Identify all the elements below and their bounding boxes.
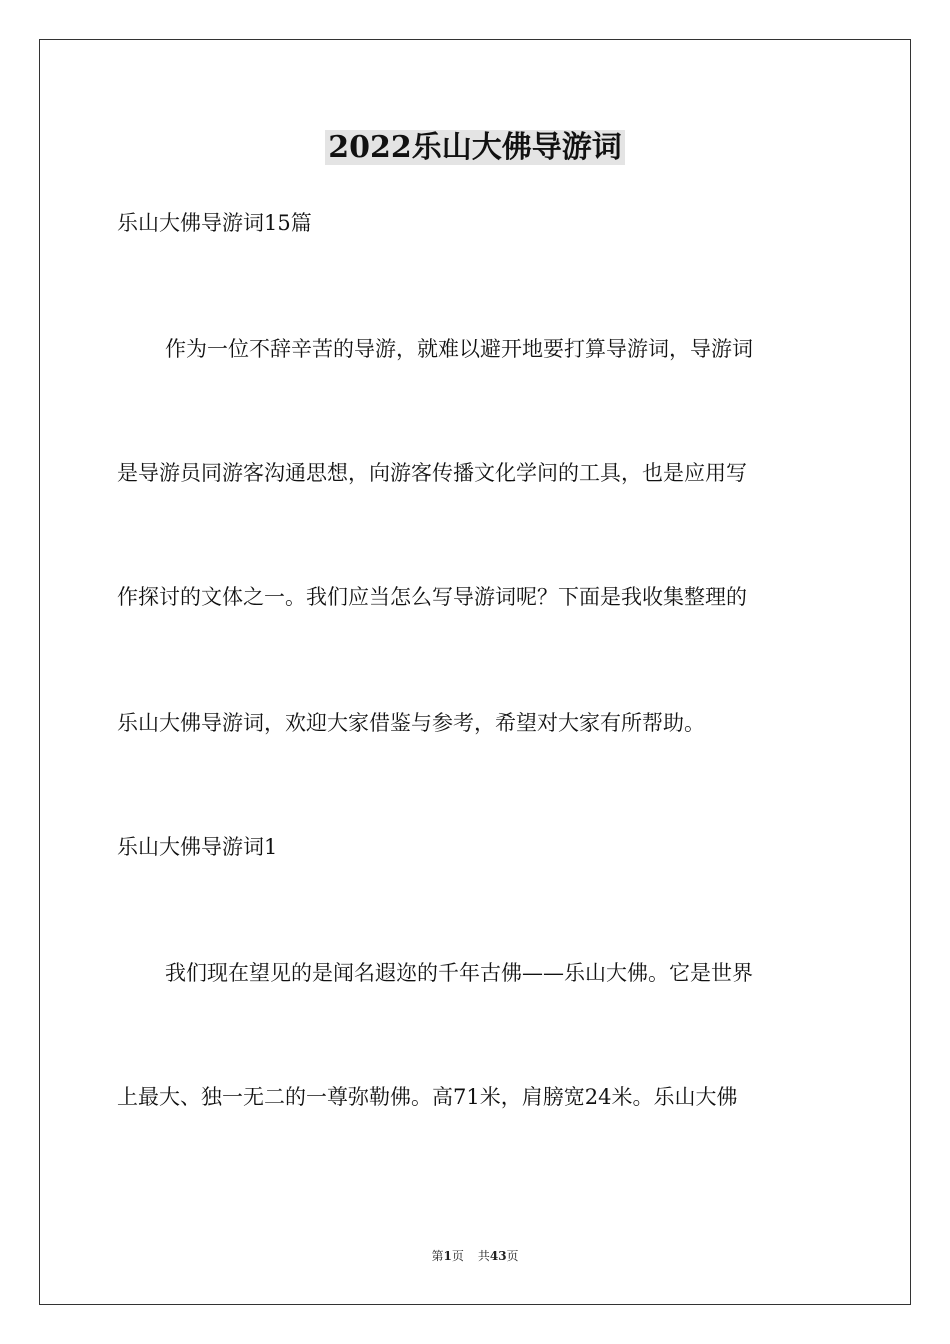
paragraph-line: 作为一位不辞辛苦的导游，就难以避开地要打算导游词，导游词 [165, 337, 753, 361]
page-footer [0, 1247, 950, 1265]
document-title [0, 128, 950, 168]
document-subtitle: 乐山大佛导游词15篇 [117, 211, 312, 235]
page-suffix: 页 [451, 1249, 464, 1263]
document-title-text: 2022乐山大佛导游词 [325, 130, 625, 165]
section-heading: 乐山大佛导游词1 [117, 835, 278, 859]
total-suffix: 页 [506, 1249, 519, 1263]
page-number: 1 [443, 1249, 452, 1263]
paragraph-line: 我们现在望见的是闻名遐迩的千年古佛——乐山大佛。它是世界 [165, 961, 753, 985]
paragraph-line: 乐山大佛导游词，欢迎大家借鉴与参考，希望对大家有所帮助。 [117, 711, 705, 735]
total-prefix: 共 [477, 1249, 490, 1263]
total-pages: 43 [489, 1249, 507, 1263]
paragraph-line: 是导游员同游客沟通思想，向游客传播文化学问的工具，也是应用写 [117, 461, 747, 485]
paragraph-line: 上最大、独一无二的一尊弥勒佛。高71米，肩膀宽24米。乐山大佛 [117, 1085, 738, 1109]
paragraph-line: 作探讨的文体之一。我们应当怎么写导游词呢？下面是我收集整理的 [117, 585, 747, 609]
page-prefix: 第 [431, 1249, 444, 1263]
